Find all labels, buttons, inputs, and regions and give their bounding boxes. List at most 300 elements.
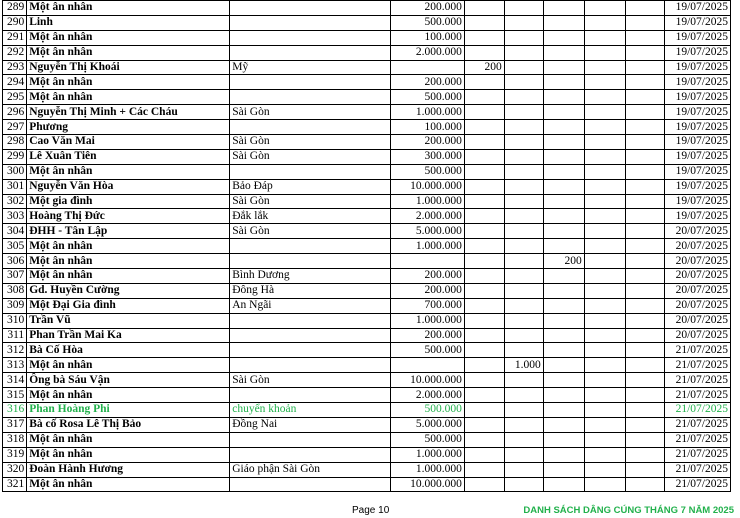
empty-cell: [584, 90, 625, 105]
donation-amount: 10.000.000: [391, 477, 465, 492]
empty-cell: [625, 254, 664, 269]
donation-date: 19/07/2025: [664, 105, 730, 120]
donor-name: Một ân nhân: [27, 239, 230, 254]
foreign-amount-3: [543, 179, 584, 194]
donor-name: Một ân nhân: [27, 358, 230, 373]
foreign-amount-1: [464, 105, 504, 120]
donation-date: 19/07/2025: [664, 60, 730, 75]
foreign-amount-2: 1.000: [504, 358, 543, 373]
foreign-amount-1: [464, 373, 504, 388]
row-number: 297: [3, 120, 27, 135]
donor-location: [230, 1, 391, 16]
foreign-amount-2: [504, 298, 543, 313]
donor-location: [230, 15, 391, 30]
donation-amount: 200.000: [391, 1, 465, 16]
table-row: [3, 120, 731, 135]
donor-location: An Ngãi: [230, 298, 391, 313]
empty-cell: [584, 358, 625, 373]
foreign-amount-1: [464, 194, 504, 209]
donor-name: Lê Xuân Tiên: [27, 149, 230, 164]
foreign-amount-2: [504, 135, 543, 150]
row-number: 302: [3, 194, 27, 209]
empty-cell: [584, 30, 625, 45]
donation-amount: 700.000: [391, 298, 465, 313]
table-row: [3, 313, 731, 328]
table-row: [3, 447, 731, 462]
donor-location: [230, 239, 391, 254]
table-row: [3, 283, 731, 298]
empty-cell: [625, 239, 664, 254]
table-row: [3, 30, 731, 45]
empty-cell: [584, 135, 625, 150]
donor-location: Đắk lắk: [230, 209, 391, 224]
donor-name: Một ân nhân: [27, 269, 230, 284]
donation-amount: 500.000: [391, 343, 465, 358]
foreign-amount-2: [504, 447, 543, 462]
donor-name: Một Đại Gia đình: [27, 298, 230, 313]
foreign-amount-2: [504, 30, 543, 45]
foreign-amount-2: [504, 209, 543, 224]
table-row: [3, 90, 731, 105]
foreign-amount-2: [504, 432, 543, 447]
donor-name: Một ân nhân: [27, 1, 230, 16]
foreign-amount-1: [464, 90, 504, 105]
donor-location: [230, 254, 391, 269]
empty-cell: [625, 224, 664, 239]
empty-cell: [584, 462, 625, 477]
table-row: [3, 45, 731, 60]
foreign-amount-1: [464, 283, 504, 298]
foreign-amount-1: [464, 164, 504, 179]
foreign-amount-2: [504, 269, 543, 284]
donation-date: 20/07/2025: [664, 254, 730, 269]
row-number: 296: [3, 105, 27, 120]
foreign-amount-1: [464, 75, 504, 90]
foreign-amount-2: [504, 120, 543, 135]
foreign-amount-2: [504, 313, 543, 328]
table-row: [3, 149, 731, 164]
donor-location: Sài Gòn: [230, 224, 391, 239]
empty-cell: [584, 388, 625, 403]
donation-amount: 500.000: [391, 432, 465, 447]
empty-cell: [625, 477, 664, 492]
row-number: 309: [3, 298, 27, 313]
empty-cell: [584, 194, 625, 209]
foreign-amount-1: [464, 254, 504, 269]
donor-name: Bà Cố Hòa: [27, 343, 230, 358]
empty-cell: [625, 15, 664, 30]
empty-cell: [625, 90, 664, 105]
empty-cell: [625, 462, 664, 477]
table-row: [3, 462, 731, 477]
foreign-amount-2: [504, 283, 543, 298]
donation-amount: 500.000: [391, 15, 465, 30]
row-number: 313: [3, 358, 27, 373]
foreign-amount-2: [504, 328, 543, 343]
table-row: [3, 373, 731, 388]
empty-cell: [625, 447, 664, 462]
empty-cell: [625, 432, 664, 447]
donation-amount: 200.000: [391, 269, 465, 284]
table-row: [3, 194, 731, 209]
empty-cell: [625, 164, 664, 179]
donation-amount: 1.000.000: [391, 239, 465, 254]
donation-date: 19/07/2025: [664, 45, 730, 60]
row-number: 295: [3, 90, 27, 105]
donation-date: 20/07/2025: [664, 313, 730, 328]
donor-name: Một ân nhân: [27, 90, 230, 105]
empty-cell: [584, 417, 625, 432]
foreign-amount-1: [464, 313, 504, 328]
foreign-amount-2: [504, 239, 543, 254]
foreign-amount-3: [543, 417, 584, 432]
empty-cell: [625, 1, 664, 16]
donor-name: Một ân nhân: [27, 45, 230, 60]
empty-cell: [584, 149, 625, 164]
donation-date: 19/07/2025: [664, 90, 730, 105]
donation-table-body: [3, 1, 731, 492]
empty-cell: [584, 373, 625, 388]
foreign-amount-1: [464, 15, 504, 30]
donation-amount: 1.000.000: [391, 462, 465, 477]
foreign-amount-3: [543, 298, 584, 313]
donor-location: Giáo phận Sài Gòn: [230, 462, 391, 477]
foreign-amount-2: [504, 373, 543, 388]
empty-cell: [625, 30, 664, 45]
donation-amount: 2.000.000: [391, 388, 465, 403]
empty-cell: [584, 120, 625, 135]
empty-cell: [625, 179, 664, 194]
donor-location: [230, 358, 391, 373]
foreign-amount-1: [464, 179, 504, 194]
empty-cell: [625, 209, 664, 224]
table-row: [3, 477, 731, 492]
foreign-amount-2: [504, 194, 543, 209]
donation-amount: 500.000: [391, 403, 465, 418]
empty-cell: [584, 239, 625, 254]
donation-date: 19/07/2025: [664, 75, 730, 90]
donor-name: ĐHH - Tân Lập: [27, 224, 230, 239]
table-row: [3, 179, 731, 194]
empty-cell: [584, 209, 625, 224]
empty-cell: [584, 75, 625, 90]
table-row: [3, 75, 731, 90]
donation-date: 20/07/2025: [664, 328, 730, 343]
donation-date: 19/07/2025: [664, 30, 730, 45]
foreign-amount-2: [504, 75, 543, 90]
empty-cell: [584, 269, 625, 284]
donor-location: [230, 432, 391, 447]
donation-amount: 2.000.000: [391, 209, 465, 224]
donor-name: Một ân nhân: [27, 254, 230, 269]
donation-amount: 1.000.000: [391, 194, 465, 209]
foreign-amount-3: [543, 105, 584, 120]
row-number: 291: [3, 30, 27, 45]
donor-location: [230, 388, 391, 403]
empty-cell: [625, 283, 664, 298]
foreign-amount-1: [464, 343, 504, 358]
empty-cell: [584, 60, 625, 75]
donation-date: 20/07/2025: [664, 269, 730, 284]
foreign-amount-3: [543, 90, 584, 105]
foreign-amount-3: [543, 120, 584, 135]
donation-date: 19/07/2025: [664, 15, 730, 30]
foreign-amount-1: [464, 1, 504, 16]
foreign-amount-1: [464, 388, 504, 403]
table-row: [3, 60, 731, 75]
donor-location: [230, 313, 391, 328]
foreign-amount-3: [543, 432, 584, 447]
donor-name: Trần Vũ: [27, 313, 230, 328]
donation-date: 19/07/2025: [664, 179, 730, 194]
foreign-amount-3: [543, 135, 584, 150]
foreign-amount-3: [543, 269, 584, 284]
empty-cell: [584, 477, 625, 492]
foreign-amount-1: 200: [464, 60, 504, 75]
donor-location: [230, 477, 391, 492]
donor-location: [230, 45, 391, 60]
donation-date: 21/07/2025: [664, 447, 730, 462]
donor-location: Bình Dương: [230, 269, 391, 284]
donor-location: Sài Gòn: [230, 194, 391, 209]
row-number: 307: [3, 269, 27, 284]
donor-location: Sài Gòn: [230, 373, 391, 388]
foreign-amount-2: [504, 224, 543, 239]
donor-name: Phan Trần Mai Ka: [27, 328, 230, 343]
row-number: 289: [3, 1, 27, 16]
foreign-amount-2: [504, 343, 543, 358]
donation-amount: 10.000.000: [391, 179, 465, 194]
table-row: [3, 254, 731, 269]
empty-cell: [625, 269, 664, 284]
foreign-amount-3: 200: [543, 254, 584, 269]
foreign-amount-1: [464, 417, 504, 432]
empty-cell: [625, 75, 664, 90]
foreign-amount-1: [464, 403, 504, 418]
row-number: 293: [3, 60, 27, 75]
empty-cell: [625, 403, 664, 418]
foreign-amount-2: [504, 105, 543, 120]
row-number: 292: [3, 45, 27, 60]
donor-location: Sài Gòn: [230, 105, 391, 120]
foreign-amount-3: [543, 358, 584, 373]
empty-cell: [584, 1, 625, 16]
foreign-amount-3: [543, 388, 584, 403]
empty-cell: [625, 135, 664, 150]
page-number: Page 10: [352, 505, 390, 516]
donor-name: Một ân nhân: [27, 432, 230, 447]
donation-amount: 500.000: [391, 164, 465, 179]
foreign-amount-2: [504, 254, 543, 269]
foreign-amount-1: [464, 298, 504, 313]
donation-amount: 200.000: [391, 328, 465, 343]
foreign-amount-3: [543, 462, 584, 477]
row-number: 290: [3, 15, 27, 30]
donor-name: Một ân nhân: [27, 447, 230, 462]
donation-amount: 1.000.000: [391, 105, 465, 120]
empty-cell: [584, 343, 625, 358]
donor-location: [230, 164, 391, 179]
donor-name: Một ân nhân: [27, 164, 230, 179]
donation-date: 21/07/2025: [664, 358, 730, 373]
foreign-amount-1: [464, 239, 504, 254]
row-number: 299: [3, 149, 27, 164]
foreign-amount-3: [543, 343, 584, 358]
donation-amount: 100.000: [391, 30, 465, 45]
donor-name: Một ân nhân: [27, 477, 230, 492]
row-number: 315: [3, 388, 27, 403]
foreign-amount-3: [543, 45, 584, 60]
donation-amount: 2.000.000: [391, 45, 465, 60]
table-row: [3, 343, 731, 358]
foreign-amount-2: [504, 60, 543, 75]
empty-cell: [625, 388, 664, 403]
empty-cell: [584, 328, 625, 343]
row-number: 320: [3, 462, 27, 477]
row-number: 311: [3, 328, 27, 343]
foreign-amount-3: [543, 164, 584, 179]
donation-date: 20/07/2025: [664, 224, 730, 239]
row-number: 310: [3, 313, 27, 328]
foreign-amount-3: [543, 477, 584, 492]
foreign-amount-3: [543, 328, 584, 343]
donation-date: 19/07/2025: [664, 120, 730, 135]
row-number: 294: [3, 75, 27, 90]
foreign-amount-3: [543, 373, 584, 388]
empty-cell: [584, 283, 625, 298]
foreign-amount-3: [543, 209, 584, 224]
donation-amount: 10.000.000: [391, 373, 465, 388]
empty-cell: [625, 45, 664, 60]
foreign-amount-2: [504, 90, 543, 105]
foreign-amount-2: [504, 179, 543, 194]
empty-cell: [584, 105, 625, 120]
donation-date: 19/07/2025: [664, 149, 730, 164]
donation-date: 21/07/2025: [664, 477, 730, 492]
empty-cell: [584, 164, 625, 179]
row-number: 300: [3, 164, 27, 179]
foreign-amount-3: [543, 239, 584, 254]
table-row: [3, 388, 731, 403]
foreign-amount-1: [464, 269, 504, 284]
foreign-amount-3: [543, 403, 584, 418]
donor-name: Nguyễn Thị Minh + Các Cháu: [27, 105, 230, 120]
empty-cell: [625, 60, 664, 75]
table-row: [3, 432, 731, 447]
donation-date: 19/07/2025: [664, 135, 730, 150]
row-number: 301: [3, 179, 27, 194]
donor-location: Mỹ: [230, 60, 391, 75]
row-number: 304: [3, 224, 27, 239]
empty-cell: [625, 105, 664, 120]
empty-cell: [584, 313, 625, 328]
row-number: 308: [3, 283, 27, 298]
foreign-amount-1: [464, 358, 504, 373]
table-row: [3, 403, 731, 418]
table-row: [3, 224, 731, 239]
row-number: 303: [3, 209, 27, 224]
donation-date: 19/07/2025: [664, 1, 730, 16]
foreign-amount-1: [464, 477, 504, 492]
donor-location: [230, 328, 391, 343]
donor-name: Một gia đình: [27, 194, 230, 209]
donor-name: Linh: [27, 15, 230, 30]
empty-cell: [625, 343, 664, 358]
empty-cell: [584, 447, 625, 462]
donation-date: 21/07/2025: [664, 403, 730, 418]
row-number: 298: [3, 135, 27, 150]
donor-location: Sài Gòn: [230, 149, 391, 164]
empty-cell: [625, 313, 664, 328]
foreign-amount-3: [543, 30, 584, 45]
donation-date: 21/07/2025: [664, 462, 730, 477]
empty-cell: [625, 358, 664, 373]
donation-amount: 200.000: [391, 135, 465, 150]
donation-date: 21/07/2025: [664, 388, 730, 403]
donor-name: Gd. Huyền Cường: [27, 283, 230, 298]
empty-cell: [584, 179, 625, 194]
foreign-amount-1: [464, 120, 504, 135]
row-number: 318: [3, 432, 27, 447]
donor-name: Một ân nhân: [27, 30, 230, 45]
donation-amount: 100.000: [391, 120, 465, 135]
table-row: [3, 358, 731, 373]
donor-name: Nguyễn Thị Khoái: [27, 60, 230, 75]
donor-name: Phương: [27, 120, 230, 135]
foreign-amount-2: [504, 15, 543, 30]
foreign-amount-3: [543, 15, 584, 30]
foreign-amount-1: [464, 328, 504, 343]
foreign-amount-2: [504, 477, 543, 492]
foreign-amount-3: [543, 60, 584, 75]
donation-date: 19/07/2025: [664, 164, 730, 179]
donor-name: Một ân nhân: [27, 388, 230, 403]
empty-cell: [584, 45, 625, 60]
donation-amount: 300.000: [391, 149, 465, 164]
donor-location: [230, 447, 391, 462]
empty-cell: [584, 15, 625, 30]
donation-amount: 1.000.000: [391, 313, 465, 328]
donor-location: chuyển khoản: [230, 403, 391, 418]
donor-location: Đông Hà: [230, 283, 391, 298]
donor-location: [230, 120, 391, 135]
donation-date: 19/07/2025: [664, 209, 730, 224]
row-number: 316: [3, 403, 27, 418]
empty-cell: [625, 417, 664, 432]
donor-location: [230, 75, 391, 90]
donation-amount: 5.000.000: [391, 224, 465, 239]
empty-cell: [625, 298, 664, 313]
foreign-amount-1: [464, 462, 504, 477]
donor-name: Ông bà Sáu Vận: [27, 373, 230, 388]
donation-date: 19/07/2025: [664, 194, 730, 209]
donor-location: [230, 90, 391, 105]
donation-date: 21/07/2025: [664, 417, 730, 432]
foreign-amount-3: [543, 447, 584, 462]
donor-location: [230, 343, 391, 358]
empty-cell: [584, 403, 625, 418]
table-row: [3, 164, 731, 179]
donation-amount: [391, 358, 465, 373]
donor-name: Cao Văn Mai: [27, 135, 230, 150]
foreign-amount-1: [464, 149, 504, 164]
foreign-amount-2: [504, 149, 543, 164]
foreign-amount-2: [504, 462, 543, 477]
foreign-amount-1: [464, 224, 504, 239]
donation-date: 21/07/2025: [664, 432, 730, 447]
foreign-amount-3: [543, 1, 584, 16]
row-number: 321: [3, 477, 27, 492]
